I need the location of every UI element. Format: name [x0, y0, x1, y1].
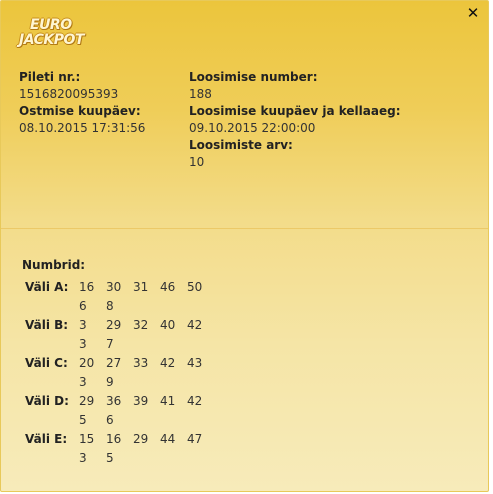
euro-number: 8: [106, 299, 114, 313]
euro-number: 7: [106, 337, 114, 351]
draw-number-value: 188: [189, 87, 212, 101]
numbers-title: Numbrid:: [22, 258, 86, 272]
field-row: [1, 356, 301, 394]
main-number: 40: [160, 318, 176, 332]
euro-number: 5: [106, 451, 114, 465]
euro-number: 5: [79, 413, 87, 427]
main-number: 29: [106, 318, 122, 332]
section-divider: [1, 228, 488, 229]
field-label: Väli D:: [25, 394, 69, 408]
main-number: 36: [106, 394, 122, 408]
draw-date-value: 09.10.2015 22:00:00: [189, 121, 316, 135]
draw-count-label: Loosimiste arv:: [189, 138, 293, 152]
main-number: 42: [187, 394, 203, 408]
draw-count-value: 10: [189, 155, 205, 169]
field-label: Väli B:: [25, 318, 69, 332]
draw-date-label: Loosimise kuupäev ja kellaaeg:: [189, 104, 401, 118]
ticket-number-value: 1516820095393: [19, 87, 119, 101]
main-number: 43: [187, 356, 203, 370]
field-label: Väli C:: [25, 356, 68, 370]
main-number: 27: [106, 356, 122, 370]
main-number: 44: [160, 432, 176, 446]
ticket-number-label: Pileti nr.:: [19, 70, 81, 84]
main-number: 46: [160, 280, 176, 294]
euro-number: 3: [79, 337, 87, 351]
field-label: Väli E:: [25, 432, 68, 446]
logo-line-1: EURO: [30, 17, 72, 33]
eurojackpot-logo: [18, 17, 84, 53]
main-number: 29: [79, 394, 95, 408]
main-number: 30: [106, 280, 122, 294]
main-number: 47: [187, 432, 203, 446]
main-number: 29: [133, 432, 149, 446]
field-row: [1, 318, 301, 356]
main-number: 3: [79, 318, 87, 332]
field-row: [1, 394, 301, 432]
main-number: 41: [160, 394, 176, 408]
main-number: 16: [79, 280, 95, 294]
euro-number: 6: [79, 299, 87, 313]
main-number: 42: [160, 356, 176, 370]
main-number: 31: [133, 280, 149, 294]
logo-line-2: JACKPOT: [19, 32, 84, 48]
purchase-date-label: Ostmise kuupäev:: [19, 104, 141, 118]
field-row: [1, 280, 301, 318]
euro-number: 3: [79, 375, 87, 389]
purchase-date-value: 08.10.2015 17:31:56: [19, 121, 146, 135]
main-number: 16: [106, 432, 122, 446]
field-row: [1, 432, 301, 470]
close-icon[interactable]: ✕: [466, 4, 480, 22]
field-label: Väli A:: [25, 280, 69, 294]
main-number: 39: [133, 394, 149, 408]
euro-number: 6: [106, 413, 114, 427]
main-number: 20: [79, 356, 95, 370]
main-number: 15: [79, 432, 95, 446]
euro-number: 9: [106, 375, 114, 389]
main-number: 32: [133, 318, 149, 332]
euro-number: 3: [79, 451, 87, 465]
main-number: 33: [133, 356, 149, 370]
main-number: 50: [187, 280, 203, 294]
draw-number-label: Loosimise number:: [189, 70, 318, 84]
main-number: 42: [187, 318, 203, 332]
